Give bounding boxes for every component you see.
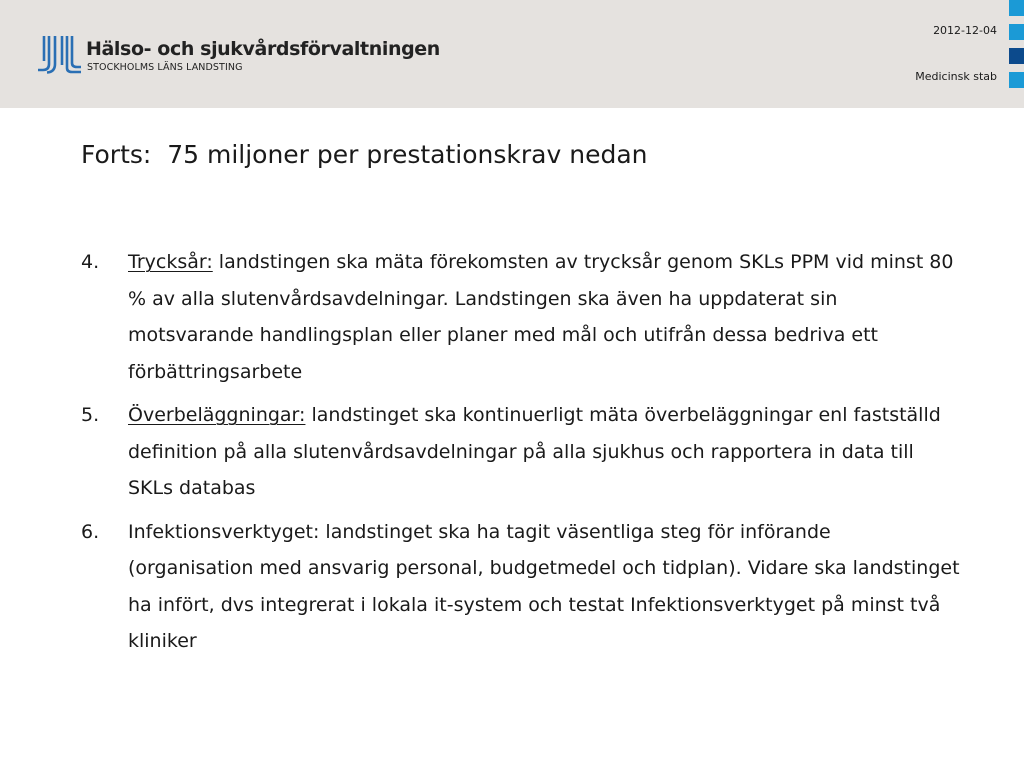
list-item (81, 514, 961, 660)
organization-subtitle: STOCKHOLMS LÄNS LANDSTING (87, 62, 243, 73)
accent-square (1009, 24, 1024, 40)
accent-square (1009, 72, 1024, 88)
numbered-list (81, 244, 961, 667)
list-item-label: Infektionsverktyget: (128, 520, 320, 543)
list-item-text: landstinget ska ha tagit väsentliga steg för införande (organisation med ansvarig personal, budgetmedel och tidplan). Vidare ska landstinget ha infört, dvs integrerat i lokala it-system och testat Infektionsverktyget på minst två kliniker (128, 520, 960, 652)
list-item (81, 244, 961, 390)
list-item-number: 4. (81, 251, 100, 273)
list-item-number: 5. (81, 404, 100, 426)
list-item-number: 6. (81, 520, 100, 543)
organization-name: Hälso- och sjukvårdsförvaltningen (86, 38, 440, 60)
department-label: Medicinsk stab (915, 70, 997, 83)
list-item (81, 397, 961, 507)
header-band (0, 0, 1024, 108)
organization-logo-icon (36, 34, 82, 74)
accent-square (1009, 0, 1024, 16)
accent-square (1009, 48, 1024, 64)
list-item-label: Överbeläggningar: (128, 404, 306, 426)
list-item-text: landstingen ska mäta förekomsten av trycksår genom SKLs PPM vid minst 80 % av alla slutenvårdsavdelningar. Landstingen ska även ha uppdaterat sin motsvarande handlingsplan eller planer med mål och utifrån dessa bedriva ett förbättringsarbete (128, 251, 954, 383)
organization-logo (36, 34, 440, 78)
list-item-label: Trycksår: (128, 251, 213, 273)
list-item-text: landstinget ska kontinuerligt mäta överbeläggningar enl fastställd definition på alla slutenvårdsavdelningar på alla sjukhus och rapportera in data till SKLs databas (128, 404, 941, 499)
slide-date: 2012-12-04 (933, 24, 997, 37)
slide-title: Forts: 75 miljoner per prestationskrav nedan (81, 140, 648, 169)
